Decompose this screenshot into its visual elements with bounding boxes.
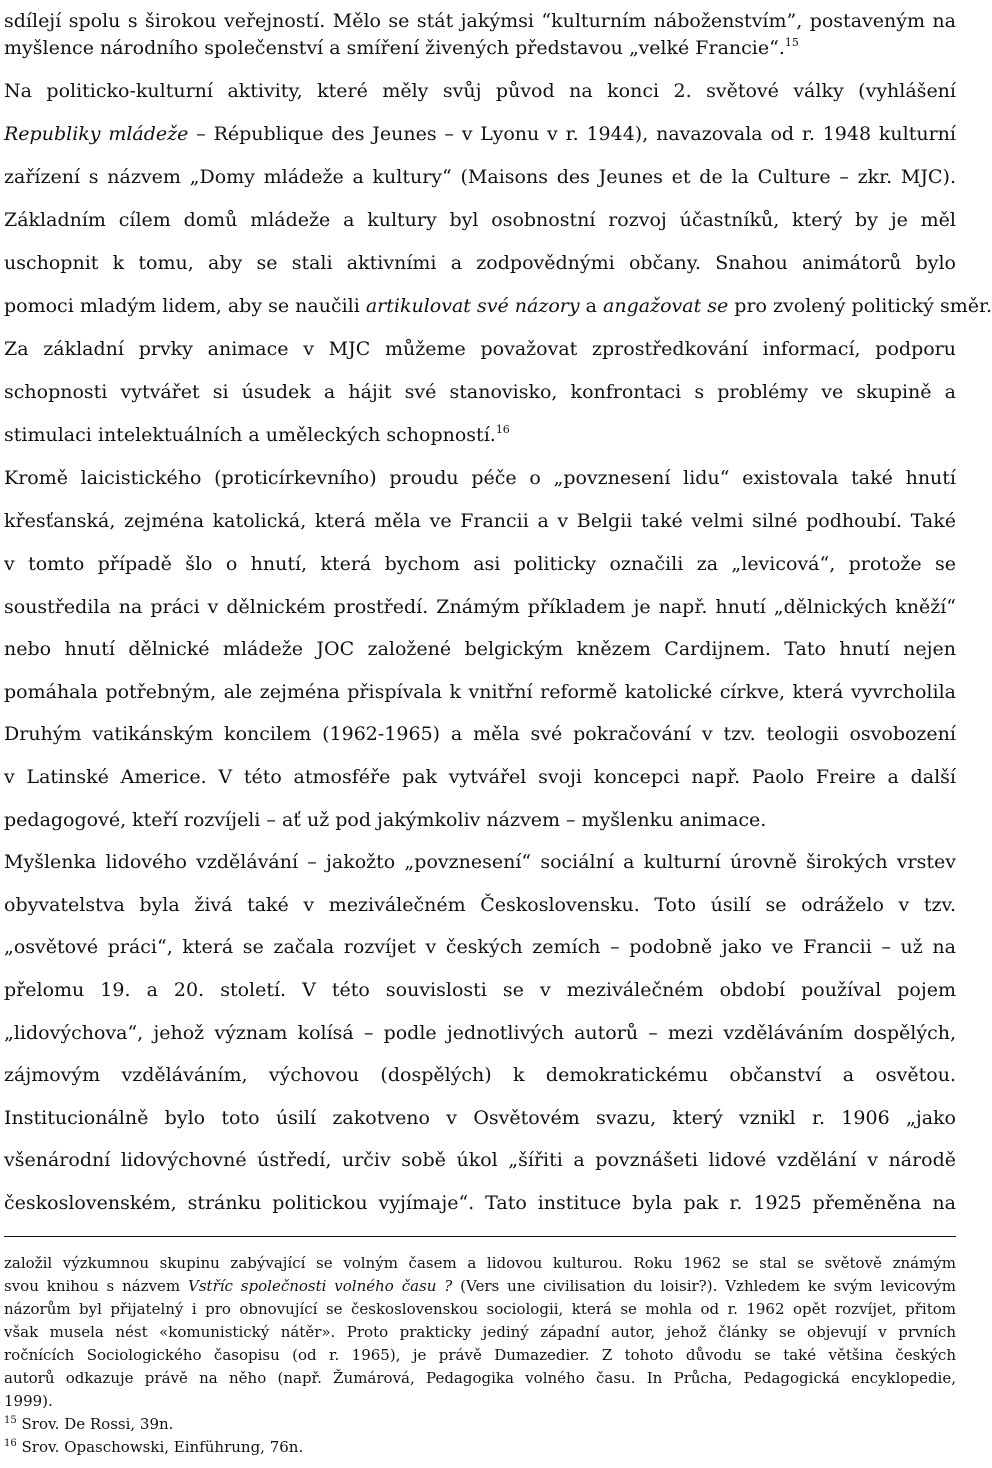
text-line: zařízení s názvem „Domy mládeže a kultury“ (Maisons des Jeunes et de la Culture – zkr. MJC). [4,166,956,188]
footnote-16: $^{16}$ Srov. Opaschowski, Einführung, 76n. [4,1438,304,1456]
text-line: myšlence národního společenství a smíření živených představou „velké Francie“.$^{15}$ [4,36,799,59]
text-line: československém, stránku politickou vyjímaje“. Tato instituce byla pak r. 1925 přeměněna na [4,1192,956,1214]
text-line: nebo hnutí dělnické mládeže JOC založené belgickým knězem Cardijnem. Tato hnutí nejen [4,638,956,660]
text-line: soustředila na práci v dělnickém prostředí. Známým příkladem je např. hnutí „dělnických kněží“ [4,596,956,618]
footnote-number: 15 [4,1415,17,1426]
text-line: Republiky mládeže – République des Jeunes – v Lyonu v r. 1944), navazovala od r. 1948 kulturní [4,123,956,145]
text-line: „lidovýchova“, jehož význam kolísá – podle jednotlivých autorů – mezi vzděláváním dospělých, [4,1022,956,1044]
footnote-line: 1999). [4,1392,53,1410]
footnote-ref-16[interactable]: 16 [495,423,510,436]
footnote-line: ročnících Sociologického časopisu (od r. 1965), je právě Dumazedier. Z tohoto důvodu se také většina českých [4,1346,956,1364]
footnote-line: autorů odkazuje právě na něho (např. Žumárová, Pedagogika volného času. In Průcha, Pedagogická encyklopedie, [4,1369,956,1387]
text-line: sdílejí spolu s širokou veřejností. Mělo se stát jakýmsi “kulturním náboženstvím”, postaveným na [4,10,956,32]
text-line: Za základní prvky animace v MJC můžeme považovat zprostředkování informací, podporu [4,338,956,360]
text-line: Institucionálně bylo toto úsilí zakotveno v Osvětovém svazu, který vznikl r. 1906 „jako [4,1107,956,1129]
text-line: Kromě laicistického (proticírkevního) proudu péče o „povznesení lidu“ existovala také hnutí [4,467,956,489]
text-line: v Latinské Americe. V této atmosféře pak vytvářel svoji koncepci např. Paolo Freire a další [4,766,956,788]
text-line: Druhým vatikánským koncilem (1962-1965) a měla své pokračování v tzv. teologii osvobození [4,723,956,745]
text-line: stimulaci intelektuálních a uměleckých schopností.$^{16}$ [4,423,510,446]
text-line: pomoci mladým lidem, aby se naučili artikulovat své názory a angažovat se pro zvolený politický směr. [4,295,992,317]
footnote-ref-15[interactable]: 15 [784,36,799,49]
text-line: schopnosti vytvářet si úsudek a hájit své stanovisko, konfrontaci s problémy ve skupině a [4,381,956,403]
text-line: Myšlenka lidového vzdělávání – jakožto „povznesení“ sociální a kulturní úrovně širokých vrstev [4,851,956,873]
text-line: přelomu 19. a 20. století. V této souvislosti se v meziválečném období používal pojem [4,979,956,1001]
footnote-separator [4,1236,956,1237]
text-line: zájmovým vzděláváním, výchovou (dospělých) k demokratickému občanství a osvětou. [4,1064,956,1086]
footnote-15: $^{15}$ Srov. De Rossi, 39n. [4,1415,174,1433]
footnote-line: názorům byl přijatelný i pro obnovující se československou sociologii, která se mohla od r. 1962 opět rozvíjet, přitom [4,1300,956,1318]
text-line: obyvatelstva byla živá také v meziválečném Československu. Toto úsilí se odráželo v tzv. [4,894,956,916]
text-line: křesťanská, zejména katolická, která měla ve Francii a v Belgii také velmi silné podhoubí. Také [4,510,956,532]
text-line: pomáhala potřebným, ale zejména přispívala k vnitřní reformě katolické církve, která vyvrcholila [4,681,956,703]
footnote-line: však musela nést «komunistický nátěr». Proto prakticky jediný západní autor, jehož články se objevují v prvních [4,1323,956,1341]
footnote-number: 16 [4,1438,17,1449]
text-line: v tomto případě šlo o hnutí, která bychom asi politicky označili za „levicová“, protože se [4,553,956,575]
text-line: Základním cílem domů mládeže a kultury byl osobnostní rozvoj účastníků, který by je měl [4,209,956,231]
text-line: uschopnit k tomu, aby se stali aktivními a zodpovědnými občany. Snahou animátorů bylo [4,252,956,274]
footnote-line: založil výzkumnou skupinu zabývající se volným časem a lidovou kulturou. Roku 1962 se stal se světově známým [4,1254,956,1272]
footnote-line: svou knihou s názvem Vstříc společnosti volného času ? (Vers une civilisation du loisir?). Vzhledem ke svým levicovým [4,1277,956,1295]
text-line: pedagogové, kteří rozvíjeli – ať už pod jakýmkoliv názvem – myšlenku animace. [4,809,767,831]
text-line: Na politicko-kulturní aktivity, které měly svůj původ na konci 2. světové války (vyhlášení [4,80,956,102]
text-line: „osvětové práci“, která se začala rozvíjet v českých zemích – podobně jako ve Francii – už na [4,936,956,958]
text-line: všenárodní lidovýchovné ústředí, určiv sobě úkol „šířiti a povznášeti lidové vzdělání v národě [4,1149,956,1171]
